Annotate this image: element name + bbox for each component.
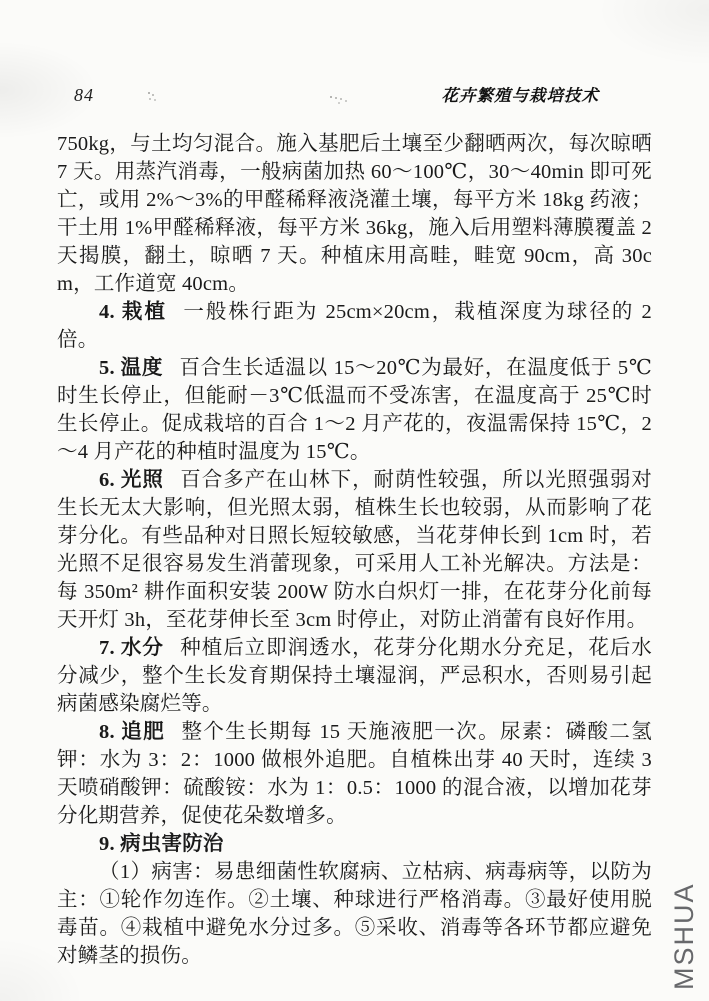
watermark: MSHUA <box>669 882 699 990</box>
paragraph <box>57 718 652 830</box>
paragraph-text: 百合多产在山林下，耐荫性较强，所以光照强弱对生长无太大影响，但光照太弱，植株生长也较弱，从而影响了花芽分化。有些品种对日照长短较敏感，当花芽伸长到 1cm 时，若光照不足很容易发生消蕾现象，可采用人工补光解决。方法是：每 350m² 耕作面积安装 200W 防水白炽灯一排，在花芽分化前每天开灯 3h，至花芽伸长至 3cm 时停止，对防止消蕾有良好作用。 <box>57 469 653 631</box>
paragraph-text: （1）病害：易患细菌性软腐病、立枯病、病毒病等，以防为主：①轮作勿连作。②土壤、种球进行严格消毒。③最好使用脱毒苗。④栽植中避免水分过多。⑤采收、消毒等各环节都应避免对鳞茎的损伤。 <box>57 861 652 967</box>
section-label: 8. 追肥 <box>99 721 166 743</box>
section-label: 6. 光照 <box>99 469 164 491</box>
page-number: 84 <box>74 85 94 105</box>
paragraph <box>57 858 652 970</box>
paragraph-text: 百合生长适温以 15～20℃为最好，在温度低于 5℃时生长停止，但能耐－3℃低温而不受冻害，在温度高于 25℃时生长停止。促成栽培的百合 1～2 月产花的，夜温需保持 15℃，2～4 月产花的种植时温度为 15℃。 <box>57 357 652 463</box>
paragraphs <box>57 130 652 970</box>
running-head <box>57 82 652 106</box>
book-title-running-head: 花卉繁殖与栽培技术 <box>441 86 599 105</box>
section-label: 5. 温度 <box>99 357 164 379</box>
paragraph <box>57 466 652 634</box>
paragraph-text: 种植后立即润透水，花芽分化期水分充足，花后水分减少，整个生长发育期保持土壤湿润，严忌积水，否则易引起病菌感染腐烂等。 <box>57 637 653 715</box>
paragraph-text: 一般株行距为 25cm×20cm，栽植深度为球径的 2 倍。 <box>57 301 652 351</box>
section-heading <box>57 830 652 858</box>
paragraph <box>57 634 652 718</box>
page-body <box>57 130 652 970</box>
paragraph <box>57 298 652 354</box>
paragraph-text: 750kg，与土均匀混合。施入基肥后土壤至少翻晒两次，每次晾晒 7 天。用蒸汽消毒，一般病菌加热 60～100℃，30～40min 即可死亡，或用 2%～3%的甲醛稀释液浇灌土壤，每平方米 18kg 药液；干土用 1%甲醛稀释液，每平方米 36kg，施入后用塑料薄膜覆盖 2 天揭膜，翻土，晾晒 7 天。种植床用高畦，畦宽 90cm，高 30cm，工作道宽 40cm。 <box>57 133 652 295</box>
paragraph-text: 整个生长期每 15 天施液肥一次。尿素：磷酸二氢钾：水为 3：2：1000 做根外追肥。自植株出芽 40 天时，连续 3 天喷硝酸钾：硫酸铵：水为 1：0.5：1000 的混合液，以增加花芽分化期营养，促使花朵数增多。 <box>57 721 652 827</box>
paragraph <box>57 354 652 466</box>
section-label: 4. 栽植 <box>99 301 167 323</box>
paragraph <box>57 130 652 298</box>
section-label: 9. 病虫害防治 <box>99 833 224 855</box>
section-label: 7. 水分 <box>99 637 164 659</box>
